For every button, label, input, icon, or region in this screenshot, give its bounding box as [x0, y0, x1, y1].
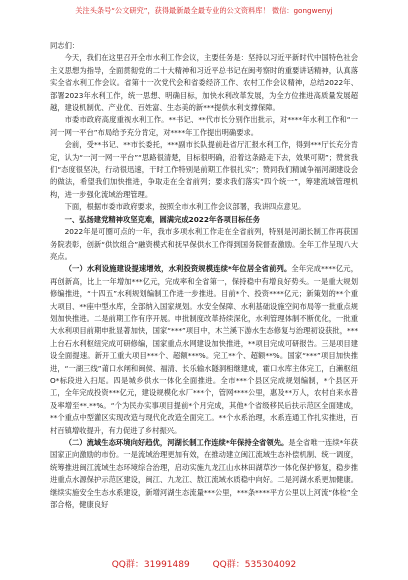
point-1-body: 全年完成****亿元，再创新高，比上一年增加***亿元，完成率和全省第一，保持稳中有增良好势头。一是重大规划修编推进，“十四五”水利规划编制工作进一步推进。目前*个、投资****亿元；新策划的**个重大项目、**座中型水库，全部纳入国家规划。水安全保障、水利基础设施空间布局等一批重点规划加快推进。二是前期工作有序开展。申批制度改革持续深化，水利管理体制不断优化，一批重大水利项目前期申批显著加快，国家“***”项目中，木兰溪下游水生态修复与治理初设获批，***上台石水利枢纽完成可研修编，国家重点水网建设加快推进，**项目完成可研报告。三是项目建设全面提速。新开工重大项目***个、超额***%。完工**个、超额**%。国家“***”项目加快推进，“一湖三线”莆口水闸和闽侯、福清、长乐输水隧洞相继建成，霍口水库主体完工，白濑枢纽O*标段进入扫尾。四是城乡供水一体化全面推进。全市***个县区完成规划编制，*个县区开工，全年完成投资***亿元，建设规模化水厂***个，管网****公里，惠及**万人，农村自来水普及率增至**.**%。“个为民办实事项目提前*个月完成，其他*个省级移民后扶示范区全面建成，**个重点中型灌区实现改造与现代化改造全面完工。**个水系治理，水系连通工作扎实推进，百村百镇增收提升，有力促进了乡村振兴。 [50, 264, 358, 435]
footer-contact [0, 557, 408, 570]
paragraph-3: 会前，受**书记、**市长委托，***副市长队提前赴省厅汇报水利工作，得到***厅长充分肯定，认为“一河一网一平台”“思路很清楚，目标很明确，沿着这条路走下去，效果可期”；赞赏我们“态度很坚决，行动很迅速，干时工作特别是前期工作很扎实”；赞同我们精诚争福河湖建设会的做法，希望我们加快推进，争取走在全省前列；要求我们落实“四个统一”，筹建流域管理机构，进一步强化流域治理管理。 [50, 140, 358, 199]
point-1-title: （一）水利设施建设提速增效，水利投资规模连续*年位居全省前列。 [64, 264, 292, 274]
point-2-body: 是全省唯一连续*年获国家正向激励的市份。一是流域治理更加有效，在推动建立闽江流域生态补偿机制、统一调度，统筹推进闽江流域生态环境综合治理，启动实施九龙江山水林田湖草沙一体化保护修复，稳步推进重点水源保护示范区建设，闽江、九龙江、敖江流域水质稳中向好。二是河湖水系更加健康。继续实施安全生态水系建设，新增河湖生态流量***公里，***条****平方公里以上河流“体检”全部合格，健康良好 [50, 438, 358, 510]
point-1 [50, 263, 358, 437]
banner-text: 关注头条号“公文研究”，获得最新最全最专业的公文资料库！ 微信：gongwenyj [75, 6, 333, 15]
footer-qq-group-2: QQ群：535304092 [212, 560, 297, 570]
header-banner [48, 6, 360, 16]
point-2 [50, 437, 358, 511]
paragraph-4: 下面，根据市委市政府要求，按照全市水利工作会议部署，我讲四点意见。 [64, 202, 306, 212]
article-body [50, 40, 358, 511]
paragraph-5: 2022年是可圈可点的一年，我市多项水利工作走在全省前列，特别是河湖长制工作再获国务院表彰，创新“供饮组合”融资模式和抚早保供水工作得到国务院督查激励。全年工作呈现八大亮点。 [50, 227, 358, 261]
footer-qq-group-1: QQ群：31991489 [111, 560, 190, 570]
paragraph-1: 今天，我们在这里召开全市水利工作会议，主要任务是：坚持以习近平新时代中国特色社会主义思想为指导，全面贯彻党的二十大精神和习近平总书记在闽考察时的重要讲话精神，认真落实全省水利工作会议。省第十一次党代会和省委经济工作、农村工作会议精神，总结2022年、部署2023年水利工作，统一思想、明确目标，加快水利改革发展，为全方位推进高质量发展超越，建设机制优、产业优、百姓富、生态美的新***提供水利支撑保障。 [50, 53, 358, 113]
section-heading-1: 一、弘扬建党精神攻坚克难，圆满完成2022年各项目标任务 [64, 214, 261, 224]
greeting: 同志们： [50, 41, 80, 50]
point-2-title: （二）流域生态环境向好趋优，河湖长制工作连续*年保持全省领先。 [64, 438, 289, 447]
paragraph-2: 市委市政府高度重视水利工作。**书记、**代市长分别作出批示，对****年水利工作和“一河一网一平台”布局给予充分肯定，对****年工作提出明确要求。 [50, 115, 358, 137]
